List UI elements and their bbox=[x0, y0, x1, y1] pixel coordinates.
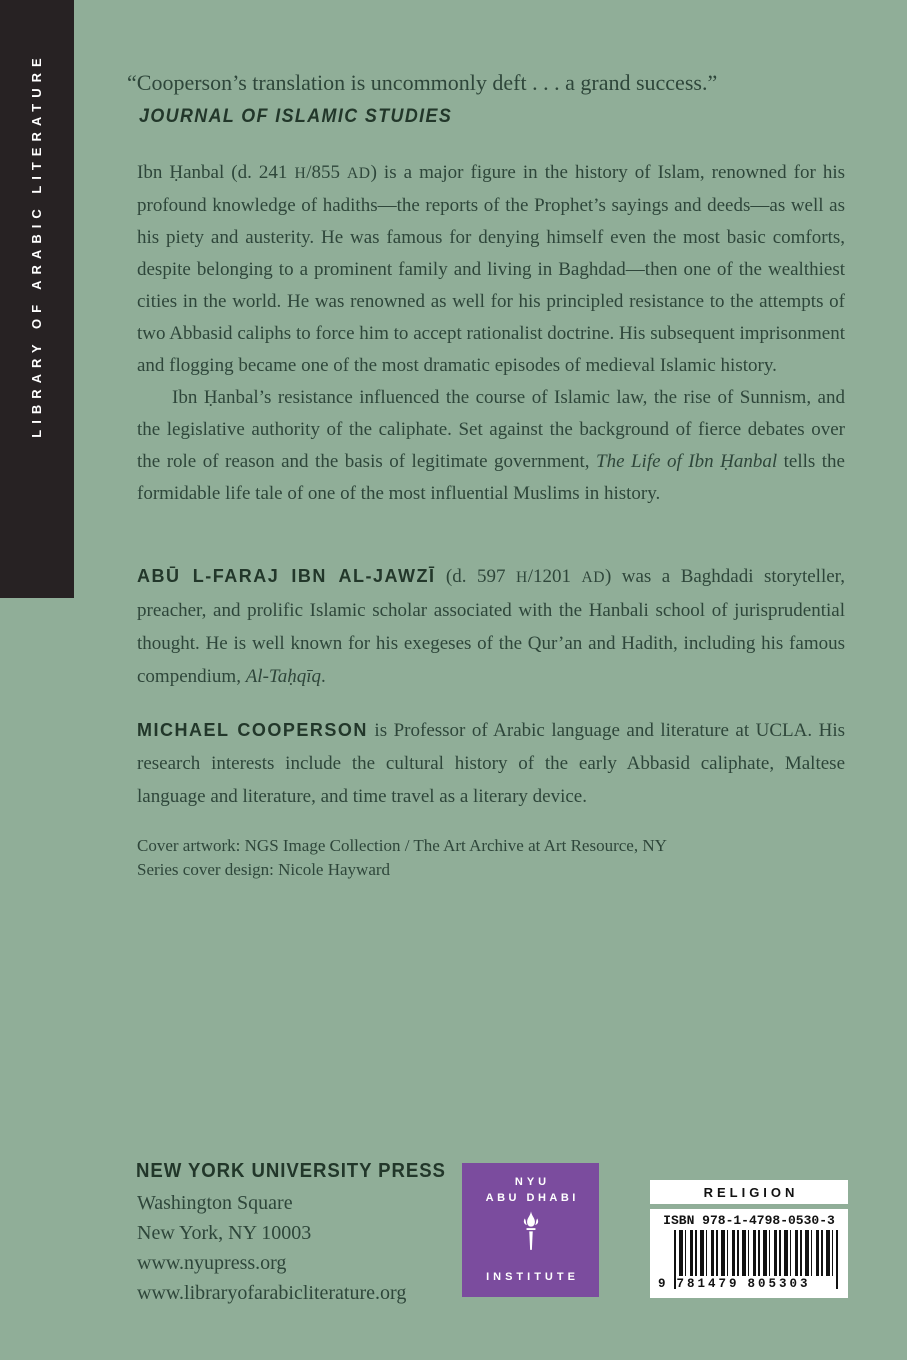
address-line: New York, NY 10003 bbox=[137, 1222, 312, 1244]
torch-icon bbox=[518, 1210, 544, 1254]
category-badge: RELIGION bbox=[650, 1180, 848, 1204]
cover-artwork-credit: Cover artwork: NGS Image Collection / The Art Archive at Art Resource, NY bbox=[137, 836, 667, 855]
book-description bbox=[137, 157, 845, 510]
publisher-address bbox=[137, 1188, 406, 1308]
barcode-digits bbox=[650, 1277, 848, 1291]
author-bio: MICHAEL COOPERSON is Professor of Arabic language and literature at UCLA. His research interests include the cultural history of the early Abbasid caliphate, Maltese language and literature, and time travel as a literary device. bbox=[137, 720, 845, 807]
series-spine-strip bbox=[0, 0, 74, 598]
series-design-credit: Series cover design: Nicole Hayward bbox=[137, 860, 391, 879]
barcode bbox=[650, 1209, 848, 1298]
isbn-text: ISBN 978-1-4798-0530-3 bbox=[663, 1213, 835, 1228]
series-title-vertical: LIBRARY OF ARABIC LITERATURE bbox=[29, 52, 44, 438]
logo-line-nyu: NYU bbox=[514, 1176, 551, 1188]
nyu-abu-dhabi-logo bbox=[462, 1163, 599, 1297]
review-quote: “Cooperson’s translation is uncommonly deft . . . a grand success.” bbox=[127, 70, 718, 95]
series-url: www.libraryofarabicliterature.org bbox=[137, 1282, 407, 1304]
barcode-digit-group: 781479 bbox=[676, 1277, 740, 1291]
barcode-bars bbox=[674, 1230, 838, 1276]
logo-line-institute: INSTITUTE bbox=[486, 1271, 579, 1283]
logo-line-abu-dhabi: ABU DHABI bbox=[485, 1192, 579, 1204]
barcode-digit-left: 9 bbox=[658, 1277, 669, 1291]
credits-block bbox=[137, 834, 845, 882]
description-paragraph-2: Ibn Ḥanbal’s resistance influenced the course of Islamic law, the rise of Sunnism, and the legislative authority of the caliphate. Set against the background of fierce debates over the role of reason and the basis of legitimate government, The Life of Ibn Ḥanbal tells the formidable life tale of one of the most influential Muslims in history. bbox=[137, 387, 845, 504]
translator-bio: ABŪ L-FARAJ IBN AL-JAWZĪ (d. 597 H/1201 AD) was a Baghdadi storyteller, preacher, and prolific Islamic scholar associated with the Hanbali school of jurisprudential thought. He is well known for his exegeses of the Qur’an and Hadith, including his famous compendium, Al-Taḥqīq. bbox=[137, 566, 845, 687]
description-paragraph-1: Ibn Ḥanbal (d. 241 H/855 AD) is a major figure in the history of Islam, renowned for his profound knowledge of hadiths—the reports of the Prophet’s sayings and deeds—as well as his piety and austerity. He was famous for denying himself even the most basic comforts, despite belonging to a prominent family and living in Baghdad—then one of the wealthiest cities in the world. He was renowned as well for his principled resistance to the attempts of two Abbasid caliphs to force him to accept rationalist doctrine. His subsequent imprisonment and flogging became one of the most dramatic episodes of medieval Islamic history. bbox=[137, 162, 845, 376]
publisher-url: www.nyupress.org bbox=[137, 1252, 287, 1274]
publisher-name: NEW YORK UNIVERSITY PRESS bbox=[136, 1160, 446, 1182]
barcode-digit-group: 805303 bbox=[747, 1277, 811, 1291]
review-source: JOURNAL OF ISLAMIC STUDIES bbox=[139, 106, 453, 127]
address-line: Washington Square bbox=[137, 1192, 293, 1214]
